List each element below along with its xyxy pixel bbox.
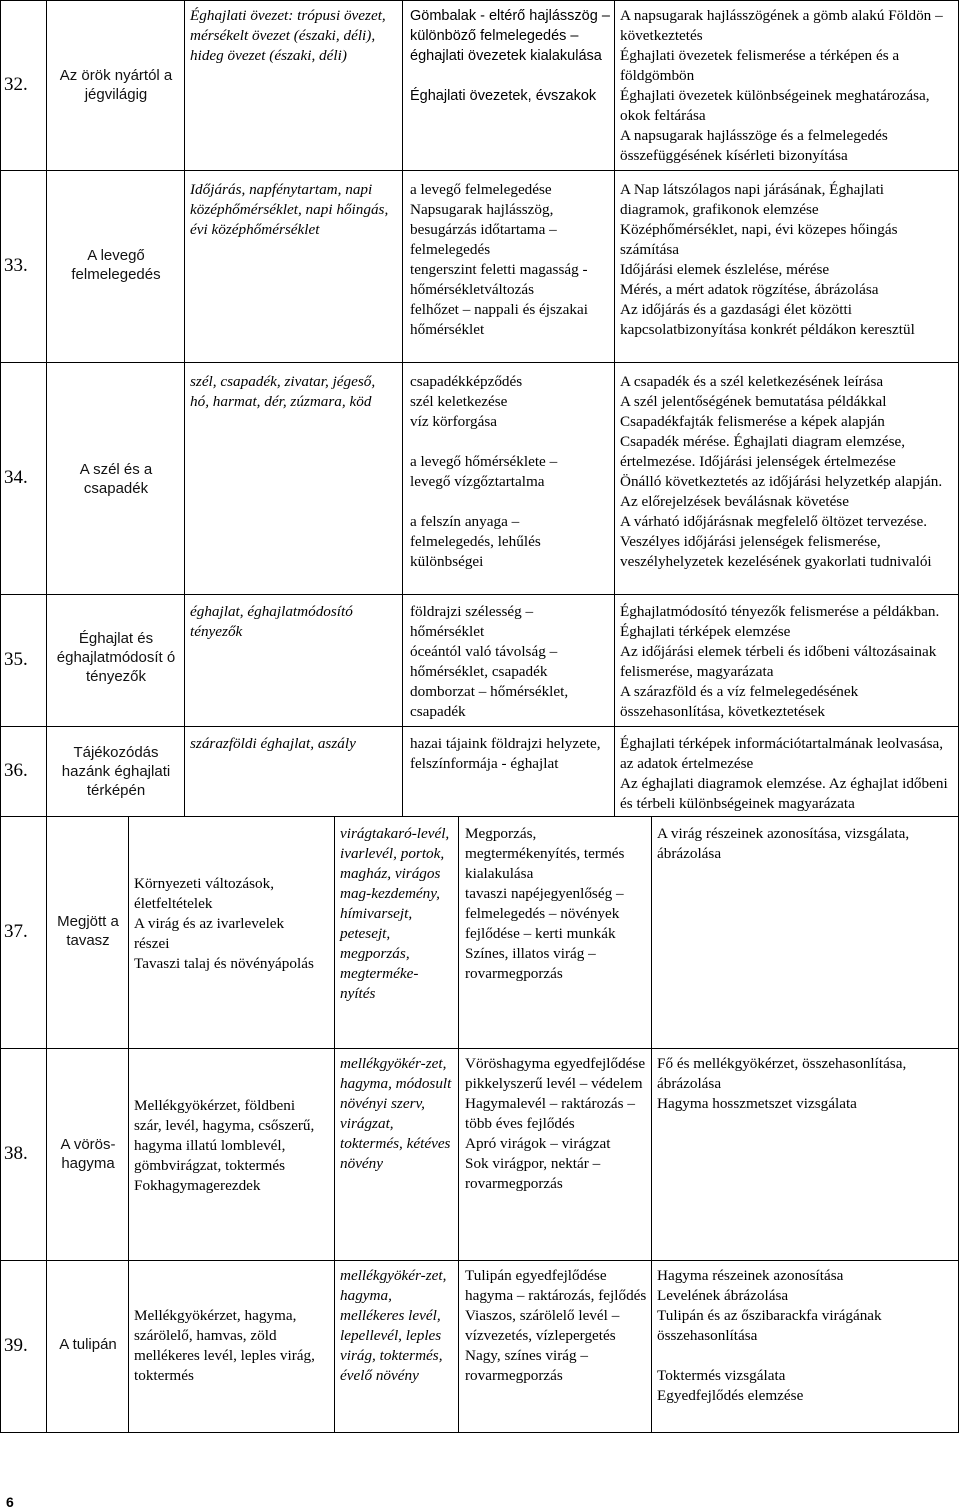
row-title: Éghajlat és éghajlatmódosít ó tényezők (56, 629, 176, 685)
table-border (0, 726, 958, 727)
table-border (0, 362, 958, 363)
table-row (0, 0, 960, 170)
table-border (334, 816, 335, 1433)
activities-cell: Éghajlati térképek információtartalmának leolvasása, az adatok értelmezése Az éghajlati diagramok elemzése. Az éghajlat időbeni és térbeli különbségeinek magyarázata (620, 735, 948, 812)
table-border (46, 0, 47, 1433)
activities-cell: Fő és mellékgyökérzet, összehasonlítása, ábrázolása Hagyma hosszmetszet vizsgálata (657, 1055, 907, 1112)
table-border (0, 0, 958, 1)
row-number: 33. (4, 255, 28, 276)
activities-cell: A napsugarak hajlásszögének a gömb alakú Földön – következtetés Éghajlati övezetek felismerése a térképen és a földgömbön Éghajlati övezetek különbségeinek meghatározása, okok feltárása A napsugarak hajlásszöge és a felmelegedés összefüggésének kísérleti bizonyítása (620, 7, 943, 164)
row-title: Az örök nyártól a jégvilágig (59, 67, 173, 103)
table-row (0, 594, 960, 726)
table-border (0, 816, 958, 817)
row-title: A tulipán (59, 1335, 117, 1353)
connections-cell: Megporzás, megtermékenyítés, termés kialakulása tavaszi napéjegyenlőség – felmelegedés – növények fejlődése – kerti munkák Színes, illatos virág – rovarmegporzás (465, 825, 625, 982)
connections-cell: Gömbalak - eltérő hajlásszög – különböző felmelegedés – éghajlati övezetek kialakulása Éghajlati övezetek, évszakok (410, 8, 610, 104)
row-number: 38. (4, 1143, 28, 1164)
page-number: 6 (6, 1494, 14, 1510)
table-border (958, 0, 959, 1433)
row-number: 35. (4, 649, 28, 670)
row-number: 36. (4, 760, 28, 781)
concepts-cell: Mellékgyökérzet, földbeni szár, levél, hagyma, csőszerű, hagyma illatú lomblevél, gömbvirágzat, toktermés Fokhagymagerezdek (134, 1097, 315, 1194)
table-border (0, 1260, 958, 1261)
activities-cell: A virág részeinek azonosítása, vizsgálata, ábrázolása (657, 825, 910, 862)
table-border (402, 0, 403, 816)
row-number: 37. (4, 921, 28, 942)
table-border (614, 0, 615, 816)
table-row (0, 816, 960, 1048)
row-number: 34. (4, 467, 28, 488)
connections-cell: hazai tájaink földrajzi helyzete, felszínformája - éghajlat (410, 735, 601, 772)
table-border (128, 816, 129, 1433)
terms-cell: virágtakaró-levél, ivarlevél, portok, magház, virágos mag-kezdemény, hímivarsejt, petesejt, megporzás, megterméke-nyítés (340, 825, 450, 1002)
activities-cell: A csapadék és a szél keletkezésének leírása A szél jelentőségének bemutatása példákkal Csapadékfajták felismerése a képek alapján Csapadék mérése. Éghajlati diagram elemzése, értelmezése. Időjárási jelenségek értelmezése Önálló következtetés az időjárási helyzetkép alapján. Az előrejelzések beválásnak követése A várható időjárásnak megfelelő öltözet tervezése. Veszélyes időjárási jelenségek felismerése, veszélyhelyzetek kezelésének gyakorlati tudnivalói (620, 373, 943, 570)
activities-cell: Éghajlatmódosító tényezők felismerése a példákban. Éghajlati térképek elemzése Az időjárási elemek térbeli és időbeni változásainak felismerése, magyarázata A szárazföld és a víz felmelegedésének összehasonlítása, következtetések (620, 603, 940, 720)
concepts-cell: szárazföldi éghajlat, aszály (190, 735, 356, 752)
table-row (0, 170, 960, 362)
concepts-cell: Időjárás, napfénytartam, napi középhőmérséklet, napi hőingás, évi középhőmérséklet (190, 181, 389, 238)
row-title: A levegő felmelegedés (71, 247, 161, 283)
connections-cell: Tulipán egyedfejlődése hagyma – raktározás, fejlődés Viaszos, szárölelő levél – vízvezetés, vízlepergetés Nagy, színes virág – rovarmegporzás (465, 1267, 647, 1384)
table-border (651, 816, 652, 1433)
row-title: Megjött a tavasz (57, 913, 119, 949)
table-row (0, 726, 960, 816)
connections-cell: csapadékképződés szél keletkezése víz körforgása a levegő hőmérséklete – levegő vízgőztartalma a felszín anyaga – felmelegedés, lehűlés különbségei (410, 373, 558, 570)
activities-cell: Hagyma részeinek azonosítása Levelének ábrázolása Tulipán és az őszibarackfa virágának összehasonlítása Toktermés vizsgálata Egyedfejlődés elemzése (657, 1267, 882, 1404)
row-title: Tájékozódás hazánk éghajlati térképén (61, 743, 171, 799)
row-number: 32. (4, 74, 28, 95)
row-number: 39. (4, 1335, 28, 1356)
concepts-cell: Környezeti változások, életfeltételek A virág és az ivarlevelek részei Tavaszi talaj és növényápolás (134, 875, 314, 972)
table-row (0, 1260, 960, 1432)
activities-cell: A Nap látszólagos napi járásának, Éghajlati diagramok, grafikonok elemzése Középhőmérséklet, napi, évi közepes hőingás számítása Időjárási elemek észlelése, mérése Mérés, a mért adatok rögzítése, ábrázolása Az időjárás és a gazdasági élet közötti kapcsolatbizonyítása konkrét példákon keresztül (620, 181, 915, 338)
concepts-cell: Mellékgyökérzet, hagyma, szárölelő, hamvas, zöld mellékeres levél, leples virág, toktermés (134, 1307, 315, 1384)
table-border (0, 0, 1, 1433)
terms-cell: mellékgyökér-zet, hagyma, mellékeres levél, lepellevél, leples virág, toktermés, évelő növény (340, 1267, 447, 1384)
table-border (0, 594, 958, 595)
table-row (0, 1048, 960, 1260)
connections-cell: földrajzi szélesség – hőmérséklet óceántól való távolság – hőmérséklet, csapadék domborzat – hőmérséklet, csapadék (410, 603, 569, 720)
row-title: A szél és a csapadék (79, 461, 153, 497)
concepts-cell: Éghajlati övezet: trópusi övezet, mérsékelt övezet (északi, déli), hideg övezet (északi, déli) (190, 7, 386, 64)
concepts-cell: éghajlat, éghajlatmódosító tényezők (190, 603, 353, 640)
row-title: A vörös-hagyma (60, 1136, 116, 1172)
connections-cell: Vöröshagyma egyedfejlődése pikkelyszerű levél – védelem Hagymalevél – raktározás – több éves fejlődés Apró virágok – virágzat Sok virágpor, nektár – rovarmegporzás (465, 1055, 646, 1192)
table-row (0, 362, 960, 594)
table-border (0, 1048, 958, 1049)
table-border (0, 1432, 958, 1433)
terms-cell: mellékgyökér-zet, hagyma, módosult növényi szerv, virágzat, toktermés, kétéves növény (340, 1055, 452, 1172)
table-border (458, 816, 459, 1433)
concepts-cell: szél, csapadék, zivatar, jégeső, hó, harmat, dér, zúzmara, köd (190, 373, 376, 410)
table-border (0, 170, 958, 171)
table-border (184, 0, 185, 816)
connections-cell: a levegő felmelegedése Napsugarak hajlásszög, besugárzás időtartama – felmelegedés tengerszint feletti magasság - hőmérsékletváltozás felhőzet – nappali és éjszakai hőmérséklet (410, 181, 588, 338)
